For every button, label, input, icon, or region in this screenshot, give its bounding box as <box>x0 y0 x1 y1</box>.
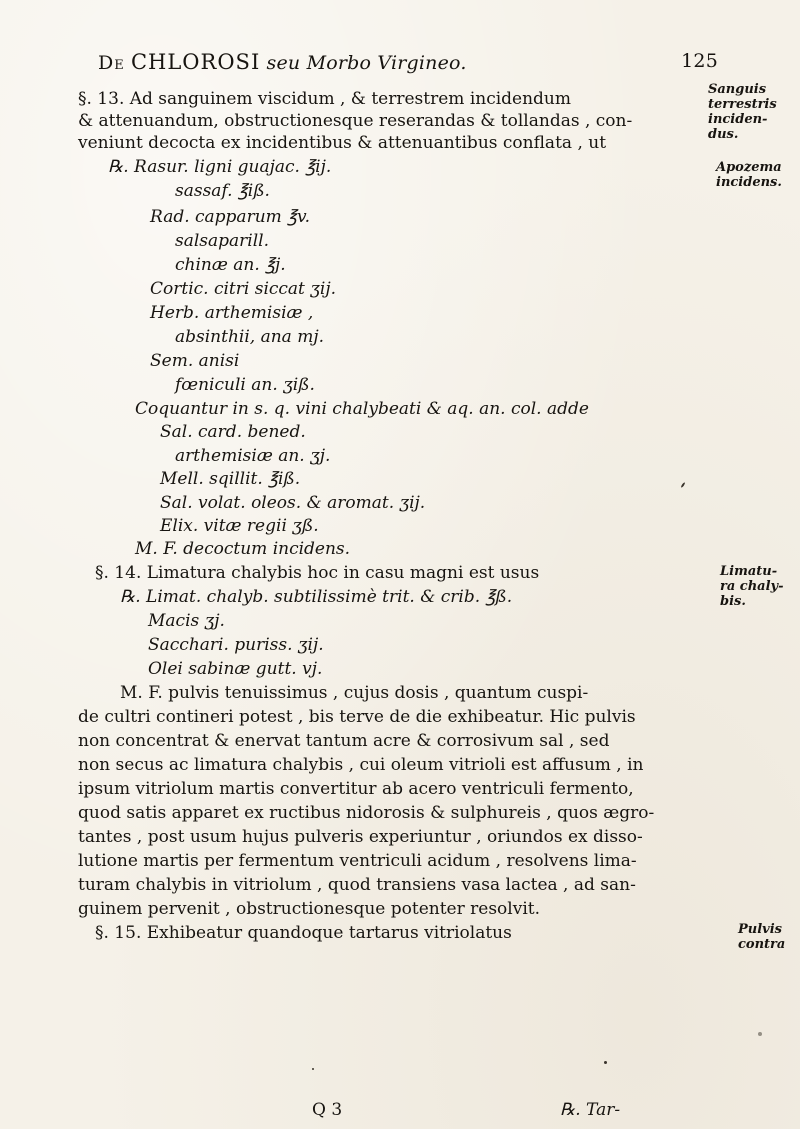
recipe-line: fœniculi an. ʒiß. <box>175 375 315 395</box>
text-line: lutione martis per fermentum ventriculi acidum , resolvens lima- <box>78 851 637 871</box>
text-line: & attenuandum, obstructionesque reserandas & tollandas , con- <box>78 111 633 131</box>
text-line: turam chalybis in vitriolum , quod transiens vasa lactea , ad san- <box>78 875 636 895</box>
text-line: de cultri contineri potest , bis terve de die exhibeatur. Hic pulvis <box>78 707 636 727</box>
recipe-line: ℞. Rasur. ligni guajac. ℥ij. <box>108 157 332 177</box>
text-line: tantes , post usum hujus pulveris experiuntur , oriundos ex disso- <box>78 827 643 847</box>
header-prefix: De <box>98 52 125 74</box>
margin-note: Sanguis terrestris inciden- dus. <box>708 82 777 142</box>
text-line: §. 14. Limatura chalybis hoc in casu magni est usus <box>95 563 540 583</box>
recipe-line: ℞. Limat. chalyb. subtilissimè trit. & crib. ℥ß. <box>120 587 513 607</box>
recipe-line: chinæ an. ℥j. <box>175 255 286 275</box>
text-line: guinem pervenit , obstructionesque potenter resolvit. <box>78 899 541 919</box>
margin-note: Apozema incidens. <box>716 160 782 190</box>
recipe-line: Rad. capparum ℥v. <box>150 207 310 227</box>
text-line: ipsum vitriolum martis convertitur ab acero ventriculi fermento, <box>78 779 634 799</box>
catchword: ℞. Tar- <box>560 1100 621 1120</box>
text-line: quod satis apparet ex ructibus nidorosis & sulphureis , quos ægro- <box>78 803 655 823</box>
recipe-line: Sal. card. bened. <box>160 422 306 442</box>
recipe-line: arthemisiæ an. ʒj. <box>175 446 331 466</box>
recipe-line: Mell. sqillit. ℥iß. <box>160 469 301 489</box>
recipe-line: Cortic. citri siccat ʒij. <box>150 279 337 299</box>
recipe-line: salsaparill. <box>175 231 270 251</box>
recipe-line: Coquantur in s. q. vini chalybeati & aq. an. col. adde <box>135 399 589 419</box>
paper-speck <box>680 482 685 488</box>
text-line: M. F. pulvis tenuissimus , cujus dosis , quantum cuspi- <box>120 683 589 703</box>
recipe-line: Sacchari. puriss. ʒij. <box>148 635 324 655</box>
text-line: §. 13. Ad sanguinem viscidum , & terrestrem incidendum <box>78 89 571 109</box>
page-number: 125 <box>681 50 718 72</box>
signature-mark: Q 3 <box>312 1100 343 1120</box>
text-line: non secus ac limatura chalybis , cui oleum vitrioli est affusum , in <box>78 755 644 775</box>
recipe-line: sassaf. ℥iß. <box>175 181 270 201</box>
paper-speck <box>604 1061 607 1064</box>
recipe-line: Olei sabinæ gutt. vj. <box>148 659 323 679</box>
text-line: §. 15. Exhibeatur quandoque tartarus vitriolatus <box>95 923 512 943</box>
margin-note: Pulvis contra <box>738 922 786 952</box>
recipe-line: M. F. decoctum incidens. <box>135 539 351 559</box>
recipe-line: Herb. arthemisiæ , <box>150 303 314 323</box>
recipe-line: Elix. vitæ regii ʒß. <box>160 516 319 536</box>
text-line: non concentrat & enervat tantum acre & corrosivum sal , sed <box>78 731 610 751</box>
header-subtitle: seu Morbo Virgineo. <box>266 52 467 74</box>
recipe-line: Macis ʒj. <box>148 611 225 631</box>
margin-note: Limatu- ra chaly- bis. <box>720 564 784 609</box>
paper-speck <box>758 1032 762 1036</box>
header-title: CHLOROSI <box>130 50 261 74</box>
text-line: veniunt decocta ex incidentibus & attenuantibus conflata , ut <box>78 133 607 153</box>
recipe-line: Sem. anisi <box>150 351 240 371</box>
paper-speck <box>312 1068 314 1070</box>
recipe-line: absinthii, ana mj. <box>175 327 325 347</box>
running-header <box>98 50 718 74</box>
recipe-line: Sal. volat. oleos. & aromat. ʒij. <box>160 493 426 513</box>
